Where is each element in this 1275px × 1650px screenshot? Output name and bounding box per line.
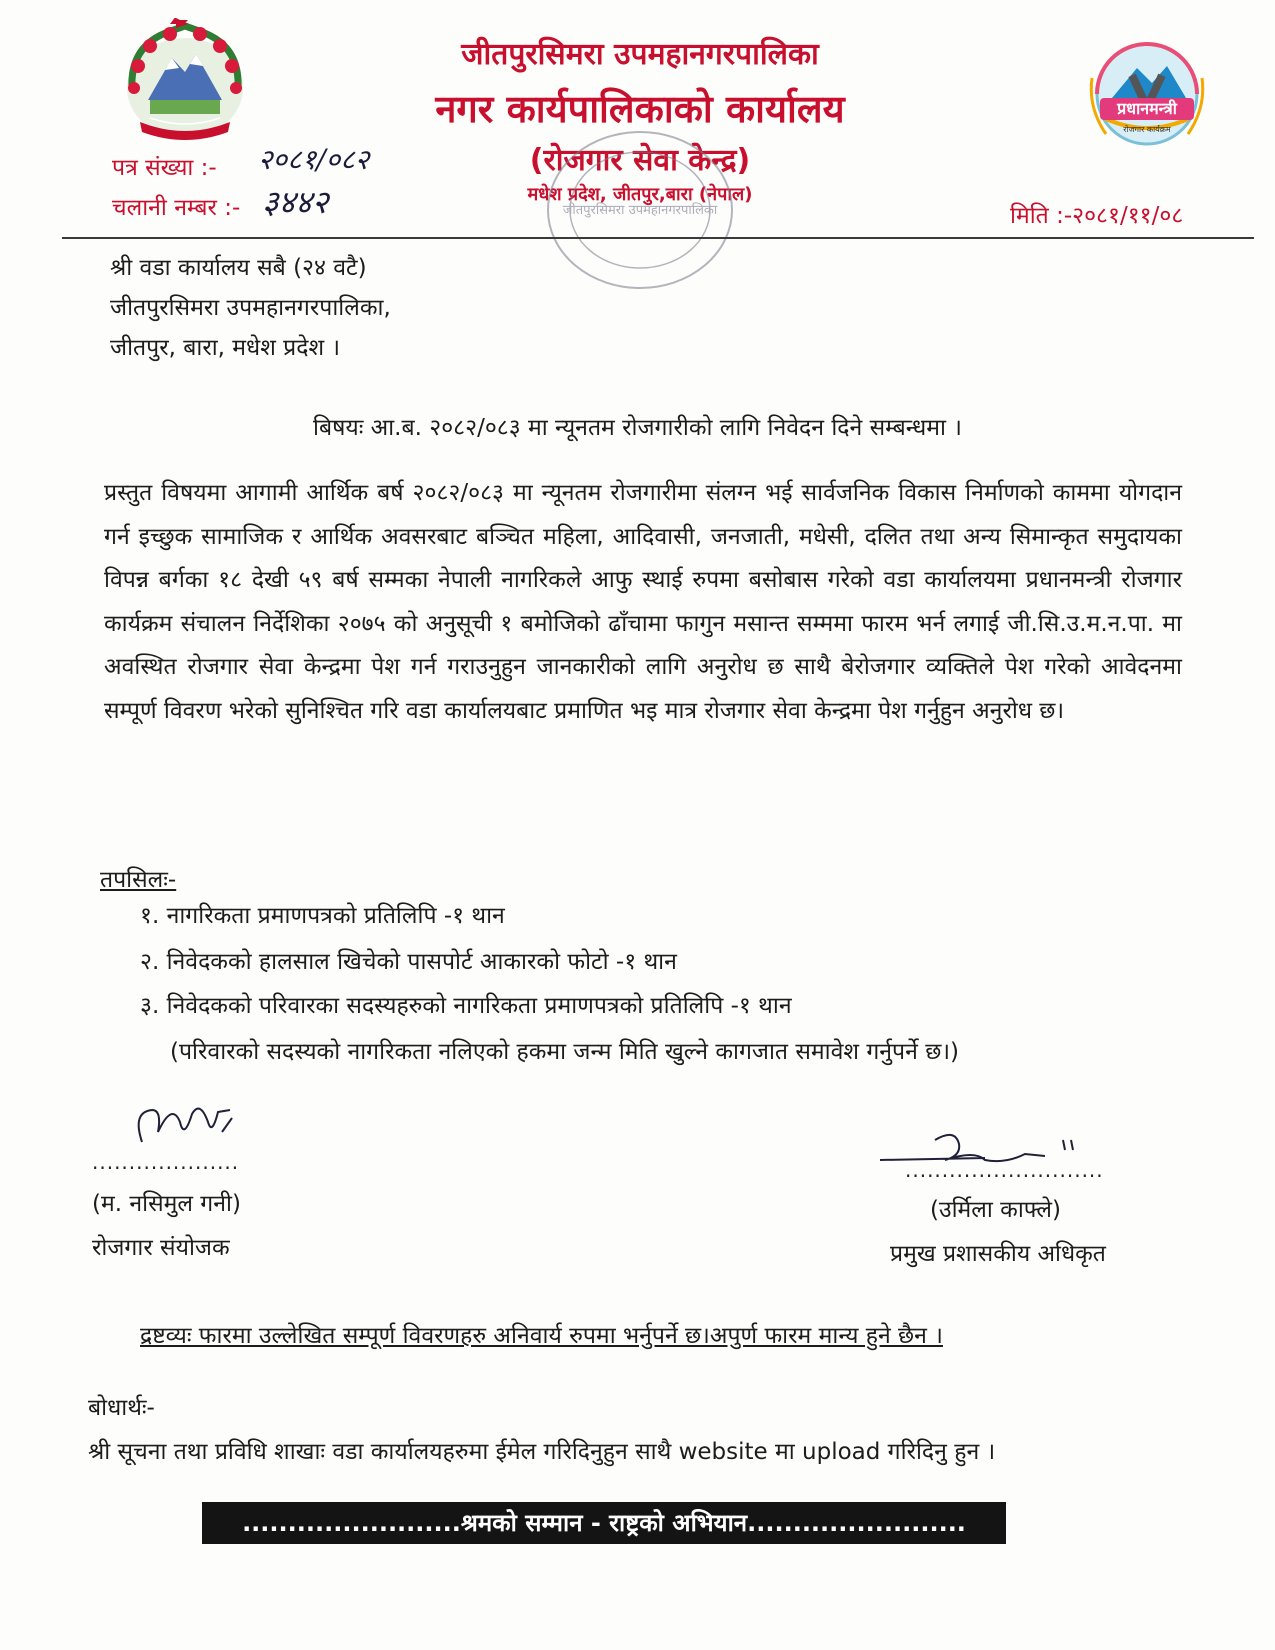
stamp-text: जीतपुरसिमरा उपमहानगरपालिका bbox=[562, 203, 718, 218]
letter-body: प्रस्तुत विषयमा आगामी आर्थिक बर्ष २०८२/०८३ मा न्यूनतम रोजगारीमा संलग्न भई सार्वजनिक विकास निर्माणको काममा योगदान गर्न इच्छुक सामाजिक र आर्थिक अवसरबाट बञ्चित महिला, आदिवासी, जनजाती, मधेसी, दलित तथा अन्य सिमान्कृत समुदायका विपन्न बर्गका १८ देखी ५९ बर्ष सम्मका नेपाली नागरिकले आफु स्थाई रुपमा बसोबास गरेको वडा कार्यालयमा प्रधानमन्त्री रोजगार कार्यक्रम संचालन निर्देशिका २०७५ को अनुसूची १ बमोजिको ढाँचामा फागुन मसान्त सम्ममा फारम भर्न लगाई जी.सि.उ.म.न.पा. मा अवस्थित रोजगार सेवा केन्द्रमा पेश गर्न गराउनुहुन जानकारीको लागि अनुरोध छ साथै बेरोजगार व्यक्तिले पेश गरेको आवेदनमा सम्पूर्ण विवरण भरेको सुनिश्चित गरि वडा कार्यालयबाट प्रमाणित भइ मात्र रोजगार सेवा केन्द्रमा पेश गर्नुहुन अनुरोध छ। bbox=[104, 480, 1182, 724]
center-name: (रोजगार सेवा केन्द्र) bbox=[529, 143, 751, 178]
signature-line-right: ........................... bbox=[905, 1158, 1104, 1182]
addressee-line-1: श्री वडा कार्यालय सबै (२४ वटै) bbox=[110, 255, 367, 281]
letter-number-label: पत्र संख्या :- bbox=[112, 155, 217, 181]
dispatch-number-value: ३४४२ bbox=[262, 183, 329, 221]
signature-line-left: .................... bbox=[92, 1150, 240, 1174]
header-divider bbox=[62, 237, 1254, 239]
details-title: तपसिलः- bbox=[100, 867, 177, 893]
letter-subject: बिषयः आ.ब. २०८२/०८३ मा न्यूनतम रोजगारीको लागि निवेदन दिने सम्बन्धमा । bbox=[313, 415, 962, 441]
right-logo-subtext: रोजगार कार्यक्रम bbox=[1123, 125, 1171, 134]
signatory-right-role: प्रमुख प्रशासकीय अधिकृत bbox=[890, 1241, 1106, 1267]
letter-number-value: २०८१/०८२ bbox=[258, 143, 370, 176]
nepal-emblem-icon bbox=[110, 18, 260, 148]
signatory-right-name: (उर्मिला काफ्ले) bbox=[930, 1197, 1061, 1223]
cc-title: बोधार्थः- bbox=[88, 1395, 155, 1421]
footer-slogan: ........................श्रमको सम्मान - राष्ट्रको अभियान........................ bbox=[202, 1502, 1006, 1544]
addressee-line-2: जीतपुरसिमरा उपमहानगरपालिका, bbox=[110, 295, 391, 321]
dispatch-number-label: चलानी नम्बर :- bbox=[112, 195, 241, 221]
right-logo-text: प्रधानमन्त्री bbox=[1117, 99, 1177, 118]
pm-employment-program-logo-icon bbox=[1082, 38, 1212, 158]
addressee-line-3: जीतपुर, बारा, मधेश प्रदेश । bbox=[110, 335, 341, 361]
municipality-name: जीतपुरसिमरा उपमहानगरपालिका bbox=[461, 37, 819, 72]
details-item: २. निवेदकको हालसाल खिचेको पासपोर्ट आकारको फोटो -१ थान bbox=[140, 949, 677, 975]
office-address: मधेश प्रदेश, जीतपुर,बारा (नेपाल) bbox=[527, 184, 753, 205]
attention-note: द्रष्टव्यः फारमा उल्लेखित सम्पूर्ण विवरणहरु अनिवार्य रुपमा भर्नुपर्ने छ।अपुर्ण फारम मान्य हुने छैन । bbox=[140, 1323, 943, 1349]
office-stamp-icon bbox=[540, 122, 740, 297]
signatory-left-name: (म. नसिमुल गनी) bbox=[92, 1191, 241, 1217]
office-name: नगर कार्यपालिकाको कार्यालय bbox=[435, 87, 845, 131]
letter-date: मिति :-२०८१/११/०८ bbox=[1010, 203, 1184, 229]
details-note: (परिवारको सदस्यको नागरिकता नलिएको हकमा जन्म मिति खुल्ने कागजात समावेश गर्नुपर्ने छ।) bbox=[170, 1039, 960, 1065]
signatory-left-role: रोजगार संयोजक bbox=[92, 1235, 230, 1261]
cc-text: श्री सूचना तथा प्रविधि शाखाः वडा कार्यालयहरुमा ईमेल गरिदिनुहुन साथै website मा upload गरिदिनु हुन । bbox=[88, 1439, 996, 1465]
details-item: १. नागरिकता प्रमाणपत्रको प्रतिलिपि -१ थान bbox=[140, 903, 505, 929]
details-item: ३. निवेदकको परिवारका सदस्यहरुको नागरिकता प्रमाणपत्रको प्रतिलिपि -१ थान bbox=[140, 993, 792, 1019]
